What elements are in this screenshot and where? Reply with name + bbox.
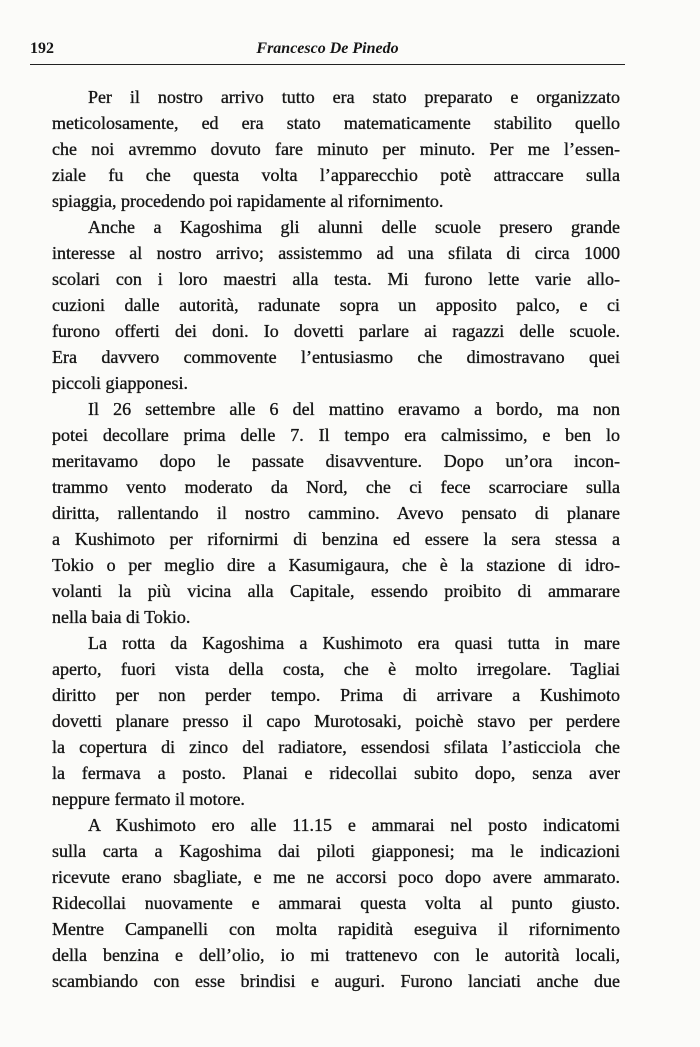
text-line: Mentre Campanelli con molta rapidità eseguiva il rifornimento bbox=[52, 919, 620, 939]
paragraph bbox=[52, 214, 620, 396]
text-line: Era davvero commovente l’entusiasmo che dimostravano quei bbox=[52, 347, 620, 367]
text-line: a Kushimoto per rifornirmi di benzina ed essere la sera stessa a bbox=[52, 529, 620, 549]
text-line: della benzina e dell’olio, io mi trattenevo con le autorità locali, bbox=[52, 945, 620, 965]
text-line: volanti la più vicina alla Capitale, essendo proibito di ammarare bbox=[52, 581, 620, 601]
text-line: meticolosamente, ed era stato matematicamente stabilito quello bbox=[52, 113, 620, 133]
text-line: spiaggia, procedendo poi rapidamente al rifornimento. bbox=[52, 191, 444, 211]
text-line: A Kushimoto ero alle 11.15 e ammarai nel posto indicatomi bbox=[88, 815, 620, 835]
text-line: furono offerti dei doni. Io dovetti parlare ai ragazzi delle scuole. bbox=[52, 321, 620, 341]
text-line: meritavamo dopo le passate disavventure. Dopo un’ora incon- bbox=[52, 451, 620, 471]
text-line: interesse al nostro arrivo; assistemmo ad una sfilata di circa 1000 bbox=[52, 243, 620, 263]
text-line: piccoli giapponesi. bbox=[52, 373, 188, 393]
text-line: potei decollare prima delle 7. Il tempo era calmissimo, e ben lo bbox=[52, 425, 620, 445]
paragraph bbox=[52, 630, 620, 812]
text-line: trammo vento moderato da Nord, che ci fece scarrociare sulla bbox=[52, 477, 620, 497]
running-header bbox=[30, 40, 625, 64]
page-number: 192 bbox=[30, 40, 54, 57]
text-line: ricevute erano sbagliate, e me ne accorsi poco dopo avere ammarato. bbox=[52, 867, 620, 887]
text-line: aperto, fuori vista della costa, che è molto irregolare. Tagliai bbox=[52, 659, 620, 679]
text-line: dovetti planare presso il capo Murotosaki, poichè stavo per perdere bbox=[52, 711, 620, 731]
text-line: diritta, rallentando il nostro cammino. Avevo pensato di planare bbox=[52, 503, 620, 523]
text-line: nella baia di Tokio. bbox=[52, 607, 191, 627]
paragraph bbox=[52, 84, 620, 214]
text-line: Anche a Kagoshima gli alunni delle scuole presero grande bbox=[88, 217, 620, 237]
text-line: scambiando con esse brindisi e auguri. Furono lanciati anche due bbox=[52, 971, 620, 991]
text-line: Ridecollai nuovamente e ammarai questa volta al punto giusto. bbox=[52, 893, 620, 913]
text-line: neppure fermato il motore. bbox=[52, 789, 245, 809]
text-line: sulla carta a Kagoshima dai piloti giapponesi; ma le indicazioni bbox=[52, 841, 620, 861]
text-line: Tokio o per meglio dire a Kasumigaura, che è la stazione di idro- bbox=[52, 555, 620, 575]
text-line: ziale fu che questa volta l’apparecchio potè attraccare sulla bbox=[52, 165, 620, 185]
running-title: Francesco De Pinedo bbox=[256, 40, 399, 57]
text-line: La rotta da Kagoshima a Kushimoto era quasi tutta in mare bbox=[88, 633, 620, 653]
paragraph bbox=[52, 812, 620, 994]
paragraph bbox=[52, 396, 620, 630]
page-body bbox=[52, 84, 620, 994]
text-line: Per il nostro arrivo tutto era stato preparato e organizzato bbox=[88, 87, 620, 107]
text-line: che noi avremmo dovuto fare minuto per minuto. Per me l’essen- bbox=[52, 139, 620, 159]
text-line: la fermava a posto. Planai e ridecollai subito dopo, senza aver bbox=[52, 763, 620, 783]
text-line: diritto per non perder tempo. Prima di arrivare a Kushimoto bbox=[52, 685, 620, 705]
text-line: Il 26 settembre alle 6 del mattino eravamo a bordo, ma non bbox=[88, 399, 620, 419]
text-line: cuzioni dalle autorità, radunate sopra un apposito palco, e ci bbox=[52, 295, 620, 315]
text-line: scolari con i loro maestri alla testa. Mi furono lette varie allo- bbox=[52, 269, 620, 289]
header-rule bbox=[30, 64, 625, 65]
text-line: la copertura di zinco del radiatore, essendosi sfilata l’asticciola che bbox=[52, 737, 620, 757]
